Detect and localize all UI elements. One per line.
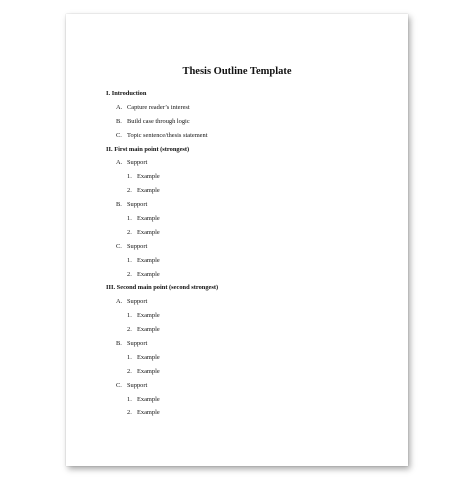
subitem-number: 1. — [127, 312, 132, 320]
section-numeral: II. — [106, 145, 113, 153]
outline-subitem — [106, 226, 386, 240]
outline-item — [106, 379, 386, 393]
item-letter: B. — [116, 201, 122, 209]
item-text: Support — [127, 381, 148, 389]
outline-subitem — [106, 170, 386, 184]
subitem-number: 1. — [127, 353, 132, 361]
outline-item — [106, 198, 386, 212]
outline-subitem — [106, 309, 386, 323]
item-text: Build case through logic — [127, 117, 190, 125]
subitem-number: 2. — [127, 367, 132, 375]
subitem-number: 2. — [127, 326, 132, 334]
document-title: Thesis Outline Template — [182, 66, 292, 77]
subitem-number: 2. — [127, 409, 132, 417]
document-page — [66, 14, 408, 466]
subitem-text: Example — [137, 187, 160, 195]
outline-subitem — [106, 406, 386, 420]
outline-subitem — [106, 365, 386, 379]
outline-item — [106, 295, 386, 309]
subitem-number: 1. — [127, 215, 132, 223]
section-title: Introduction — [111, 90, 147, 97]
outline-subitem — [106, 254, 386, 268]
outline-subitem — [106, 351, 386, 365]
item-letter: B. — [116, 117, 122, 125]
subitem-number: 2. — [127, 270, 132, 278]
section-title: Second main point (second strongest) — [116, 284, 219, 292]
outline-item — [106, 156, 386, 170]
outline-item — [106, 240, 386, 254]
subitem-text: Example — [137, 395, 160, 403]
section-heading — [106, 281, 386, 295]
outline-item — [106, 101, 386, 115]
item-letter: A. — [116, 298, 123, 306]
section-numeral: III. — [106, 284, 116, 292]
item-text: Topic sentence/thesis statement — [127, 131, 208, 139]
item-letter: C. — [116, 381, 122, 389]
item-letter: A. — [116, 103, 123, 111]
outline-item — [106, 115, 386, 129]
subitem-text: Example — [137, 173, 160, 181]
subitem-text: Example — [137, 409, 160, 417]
item-text: Support — [127, 201, 148, 209]
outline-subitem — [106, 184, 386, 198]
outline-subitem — [106, 212, 386, 226]
subitem-number: 1. — [127, 256, 132, 264]
item-letter: C. — [116, 131, 122, 139]
subitem-number: 2. — [127, 228, 132, 236]
subitem-text: Example — [137, 353, 160, 361]
outline-subitem — [106, 393, 386, 407]
item-text: Support — [127, 242, 148, 250]
subitem-number: 1. — [127, 173, 132, 181]
subitem-number: 1. — [127, 395, 132, 403]
subitem-text: Example — [137, 312, 160, 320]
section-title: First main point (strongest) — [114, 145, 190, 153]
section-heading — [106, 87, 386, 101]
item-text: Support — [127, 159, 148, 167]
item-letter: A. — [116, 159, 123, 167]
subitem-text: Example — [137, 256, 160, 264]
item-text: Support — [127, 340, 148, 348]
outline-subitem — [106, 323, 386, 337]
item-letter: B. — [116, 340, 122, 348]
outline-subitem — [106, 268, 386, 282]
outline-item — [106, 337, 386, 351]
subitem-text: Example — [137, 228, 160, 236]
subitem-text: Example — [137, 326, 160, 334]
item-letter: C. — [116, 242, 122, 250]
outline-item — [106, 129, 386, 143]
section-numeral: I. — [106, 90, 111, 97]
item-text: Support — [127, 298, 148, 306]
subitem-text: Example — [137, 367, 160, 375]
item-text: Capture reader’s interest — [127, 103, 190, 111]
subitem-text: Example — [137, 215, 160, 223]
subitem-text: Example — [137, 270, 160, 278]
subitem-number: 2. — [127, 187, 132, 195]
section-heading — [106, 143, 386, 157]
thesis-outline — [106, 87, 386, 420]
